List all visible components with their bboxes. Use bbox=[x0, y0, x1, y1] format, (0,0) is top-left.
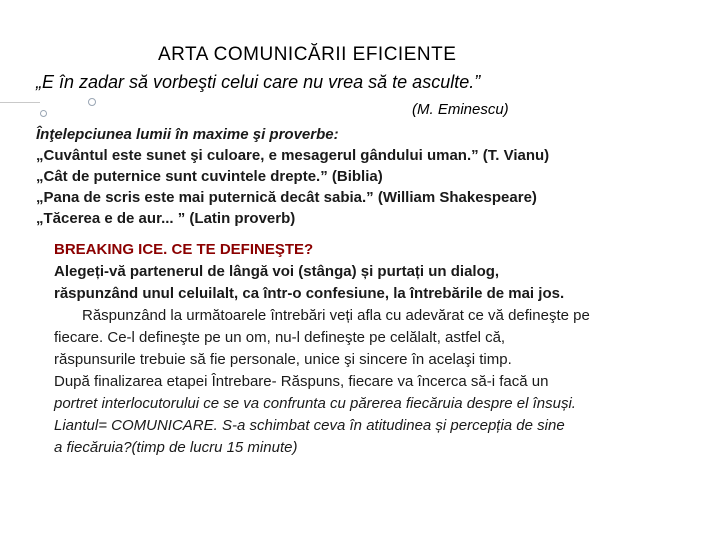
instruction-line: răspunzând unul celuilalt, ca într-o confesiune, la întrebările de mai jos. bbox=[54, 285, 565, 302]
closing-line: portret interlocutorului ce se va confrunta cu părerea fiecăruia despre el însuși. bbox=[54, 395, 576, 412]
eminescu-quote: „E în zadar să vorbeşti celui care nu vrea să te asculte.” bbox=[36, 72, 481, 92]
decorative-line bbox=[0, 102, 40, 103]
decorative-circle-icon bbox=[88, 98, 96, 106]
wisdom-item: „Tăcerea e de aur... ” (Latin proverb) bbox=[36, 210, 296, 227]
closing-line: După finalizarea etapei Întrebare- Răspuns, fiecare va încerca să-i facă un bbox=[54, 373, 549, 390]
wisdom-item: „Cât de puternice sunt cuvintele drepte.” (Biblia) bbox=[36, 168, 383, 185]
decorative-circle-icon bbox=[40, 110, 47, 117]
activity-heading: BREAKING ICE. CE TE DEFINEŞTE? bbox=[54, 241, 314, 258]
activity-section bbox=[54, 239, 590, 459]
closing-line: Liantul= COMUNICARE. S-a schimbat ceva în atitudinea și percepția de sine bbox=[54, 417, 565, 434]
wisdom-heading: Înţelepciunea lumii în maxime şi proverbe: bbox=[36, 126, 339, 143]
instruction-line: Alegeți-vă partenerul de lângă voi (stânga) și purtați un dialog, bbox=[54, 263, 500, 280]
wisdom-item: „Pana de scris este mai puternică decât sabia.” (William Shakespeare) bbox=[36, 189, 537, 206]
wisdom-item: „Cuvântul este sunet şi culoare, e mesagerul gândului uman.” (T. Vianu) bbox=[36, 147, 550, 164]
quote-author: (M. Eminescu) bbox=[412, 101, 509, 118]
closing-line: a fiecăruia?(timp de lucru 15 minute) bbox=[54, 439, 298, 456]
paragraph-line: Răspunzând la următoarele întrebări veți afla cu adevărat ce vă defineşte pe bbox=[82, 307, 590, 324]
paragraph-line: fiecare. Ce-l defineşte pe un om, nu-l defineşte pe celălalt, astfel că, bbox=[54, 329, 506, 346]
paragraph-line: răspunsurile trebuie să fie personale, unice şi sincere în acelaşi timp. bbox=[54, 351, 512, 368]
wisdom-section bbox=[36, 124, 549, 229]
page-title: ARTA COMUNICĂRII EFICIENTE bbox=[158, 44, 457, 65]
